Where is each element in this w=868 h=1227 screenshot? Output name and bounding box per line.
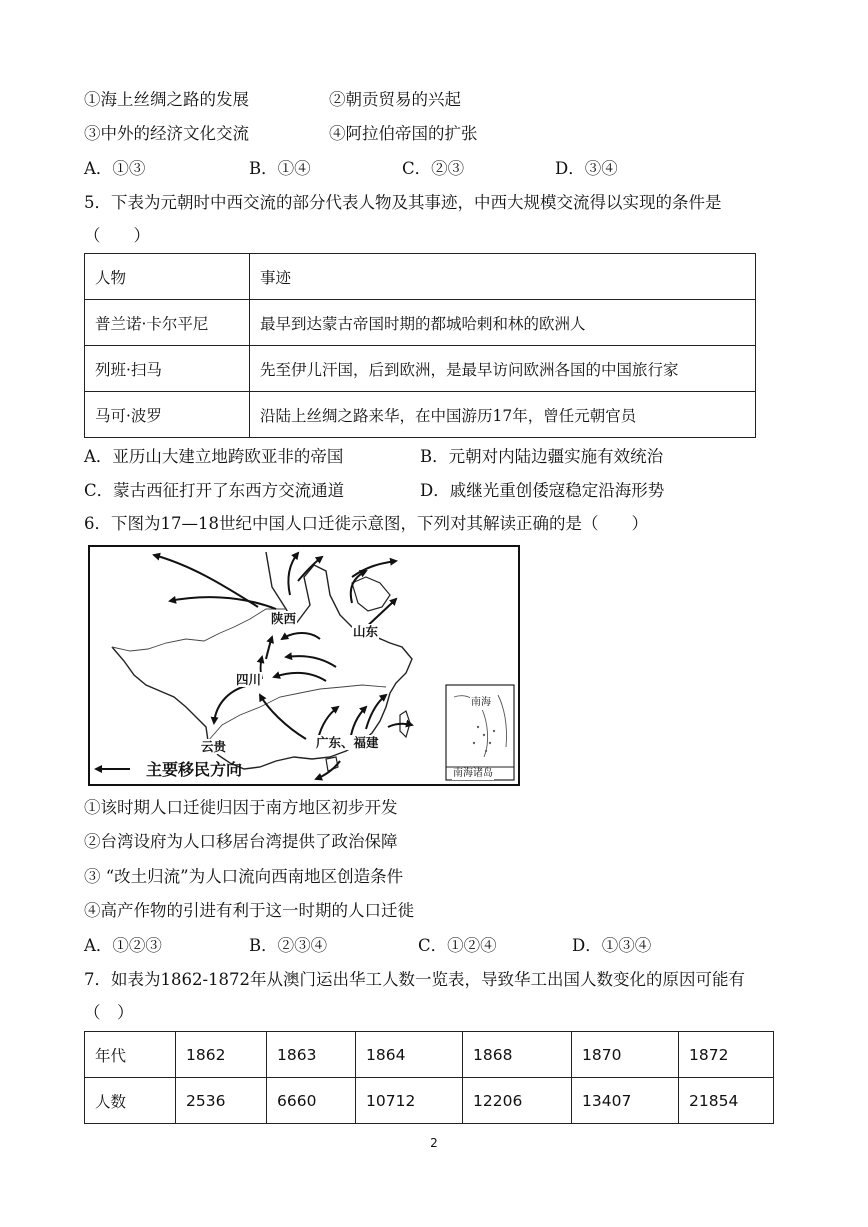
q6-option-d[interactable]: D．①③④ (572, 936, 652, 955)
q7-count-cell: 21854 (679, 1078, 774, 1124)
q4-option-a[interactable]: A．①③ (84, 159, 146, 178)
q7-answer-paren: （ ） (84, 1003, 134, 1022)
q4-option-c[interactable]: C．②③ (402, 159, 465, 178)
q5-cell-deeds: 最早到达蒙古帝国时期的都城哈剌和林的欧洲人 (250, 300, 756, 346)
q5-header-deeds: 事迹 (250, 254, 756, 300)
table-row (85, 300, 756, 346)
table-row (85, 392, 756, 438)
q7-table (84, 1031, 774, 1124)
q6-option-b[interactable]: B．②③④ (249, 936, 328, 955)
q5-cell-deeds: 沿陆上丝绸之路来华，在中国游历17年，曾任元朝官员 (250, 392, 756, 438)
q5-cell-deeds: 先至伊儿汗国，后到欧洲，是最早访问欧洲各国的中国旅行家 (250, 346, 756, 392)
q7-row-label-years: 年代 (85, 1032, 176, 1078)
q4-statement-1: ①海上丝绸之路的发展 (84, 90, 249, 109)
q6-statement-4: ④高产作物的引进有利于这一时期的人口迁徙 (84, 901, 414, 920)
q5-cell-person: 普兰诺·卡尔平尼 (85, 300, 250, 346)
page-number: 2 (430, 1136, 438, 1150)
table-row (85, 1032, 774, 1078)
table-row (85, 346, 756, 392)
q7-year-cell: 1864 (356, 1032, 463, 1078)
q7-year-cell: 1868 (463, 1032, 572, 1078)
q5-answer-paren: （ ） (84, 226, 150, 245)
q7-year-cell: 1870 (572, 1032, 679, 1078)
inland-boundary (112, 609, 286, 651)
q4-statement-2: ②朝贡贸易的兴起 (329, 90, 461, 109)
q6-statement-1: ①该时期人口迁徙归因于南方地区初步开发 (84, 798, 398, 817)
q6-statement-2: ②台湾设府为人口移居台湾提供了政治保障 (84, 832, 398, 851)
q7-row-label-counts: 人数 (85, 1078, 176, 1124)
label-inset-caption: 南海诸岛 (453, 768, 493, 779)
q7-year-cell: 1862 (176, 1032, 267, 1078)
migration-map (88, 545, 520, 786)
q5-option-c[interactable]: C．蒙古西征打开了东西方交流通道 (84, 481, 345, 500)
label-guangdong-fujian: 广东、福建 (316, 735, 379, 750)
label-sichuan: 四川 (236, 672, 262, 687)
q4-option-d[interactable]: D．③④ (555, 159, 618, 178)
label-inset-sea: 南海 (471, 697, 491, 708)
q7-count-cell: 10712 (356, 1078, 463, 1124)
label-shandong: 山东 (353, 624, 379, 639)
q4-option-b[interactable]: B．①④ (249, 159, 311, 178)
q5-stem: 5．下表为元朝时中西交流的部分代表人物及其事迹，中西大规模交流得以实现的条件是 (84, 193, 722, 212)
table-row (85, 1078, 774, 1124)
q4-statement-4: ④阿拉伯帝国的扩张 (329, 124, 478, 143)
q7-stem: 7．如表为1862-1872年从澳门运出华工人数一览表，导致华工出国人数变化的原因可能有 (84, 970, 746, 989)
q7-count-cell: 2536 (176, 1078, 267, 1124)
label-yungui: 云贵 (201, 739, 227, 754)
q7-count-cell: 13407 (572, 1078, 679, 1124)
map-drawing (90, 547, 518, 784)
q7-count-cell: 12206 (463, 1078, 572, 1124)
q6-option-a[interactable]: A．①②③ (84, 936, 162, 955)
q5-table-header-row (85, 254, 756, 300)
label-shaanxi: 陕西 (271, 611, 297, 626)
q5-table (84, 253, 756, 438)
q5-option-d[interactable]: D．戚继光重创倭寇稳定沿海形势 (420, 481, 665, 500)
q5-header-person: 人物 (85, 254, 250, 300)
q5-cell-person: 列班·扫马 (85, 346, 250, 392)
peninsula (352, 577, 390, 611)
q6-statement-3: ③ “改土归流”为人口流向西南地区创造条件 (84, 867, 404, 886)
q5-option-a[interactable]: A．亚历山大建立地跨欧亚非的帝国 (84, 447, 344, 466)
q7-count-cell: 6660 (267, 1078, 356, 1124)
map-legend: 主要移民方向 (146, 760, 243, 779)
q5-option-b[interactable]: B．元朝对内陆边疆实施有效统治 (420, 447, 664, 466)
q5-cell-person: 马可·波罗 (85, 392, 250, 438)
q4-statement-3: ③中外的经济文化交流 (84, 124, 249, 143)
q6-stem: 6．下图为17—18世纪中国人口迁徙示意图，下列对其解读正确的是（ ） (84, 514, 648, 533)
q7-year-cell: 1863 (267, 1032, 356, 1078)
q7-year-cell: 1872 (679, 1032, 774, 1078)
q6-option-c[interactable]: C．①②④ (418, 936, 497, 955)
